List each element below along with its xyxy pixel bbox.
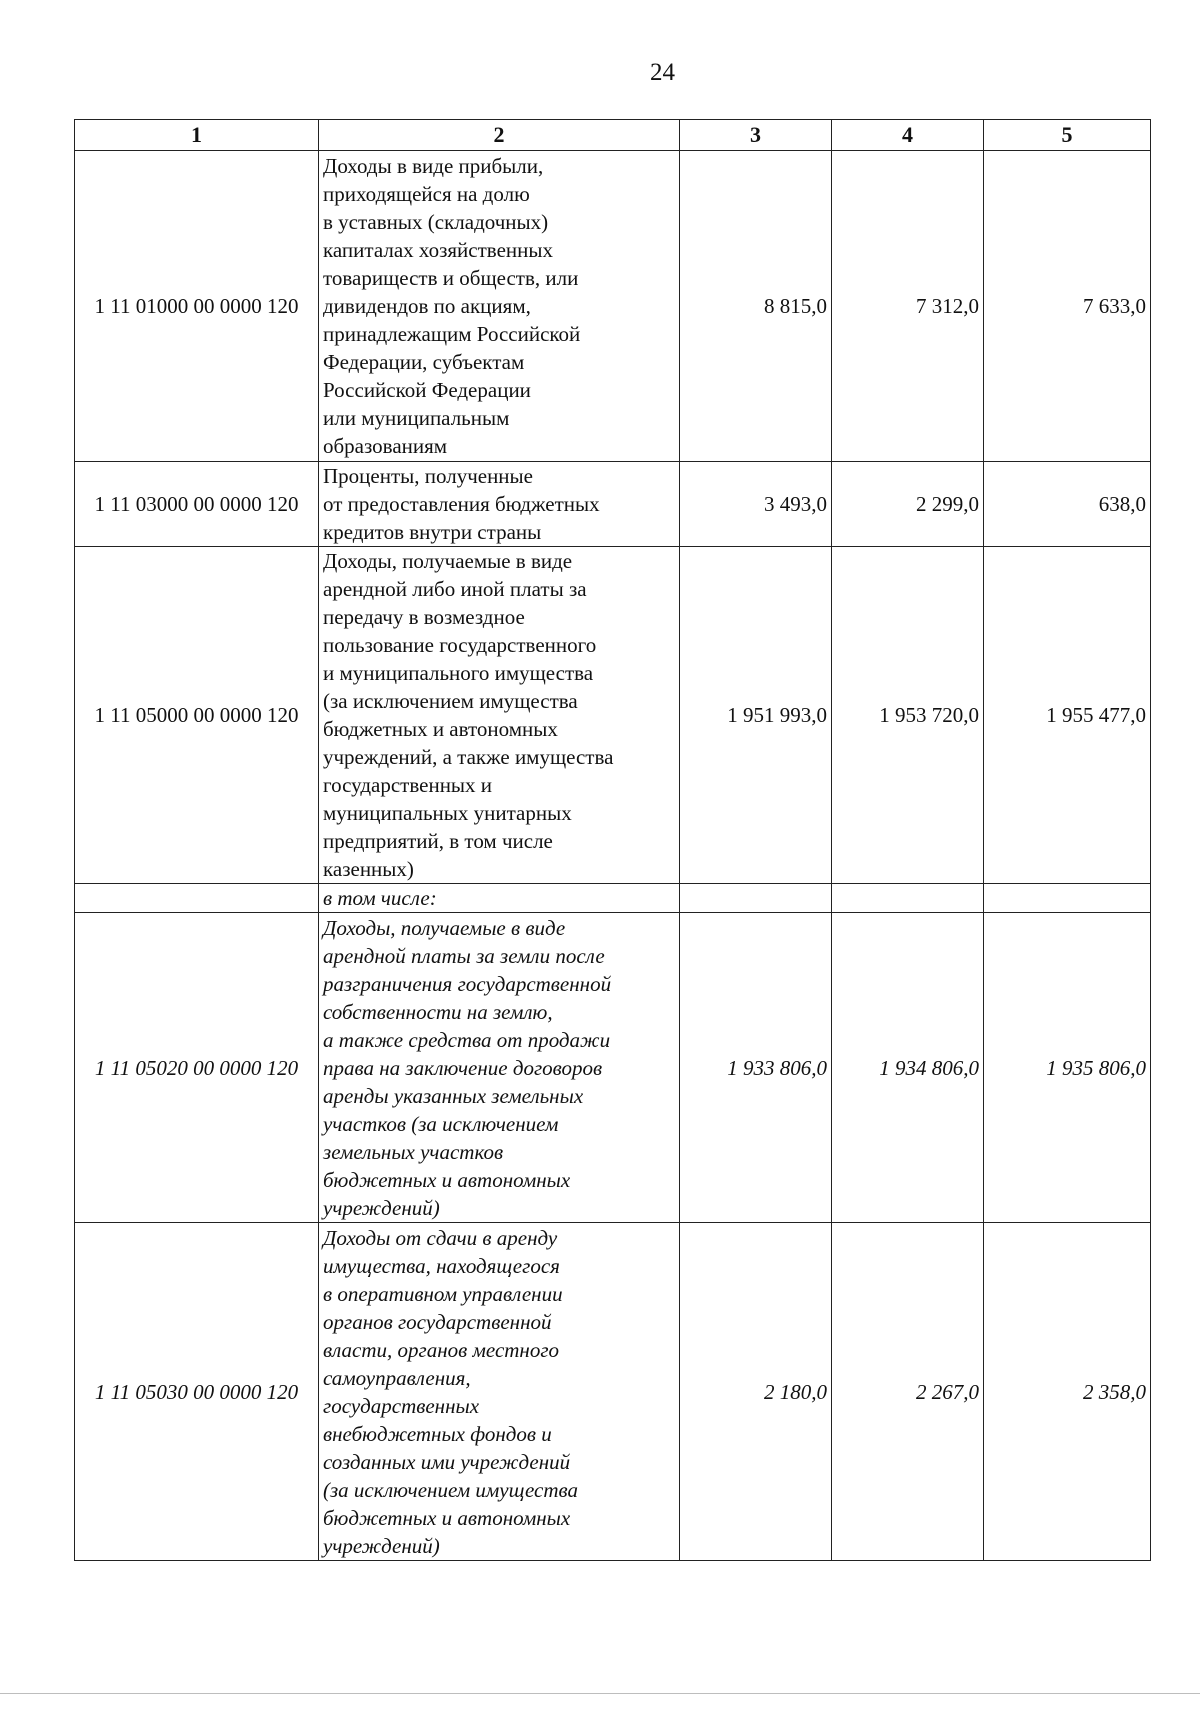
revenue-table [74, 119, 1151, 1561]
table-row [75, 462, 1151, 547]
table-header-row [75, 120, 1151, 151]
column-header: 3 [680, 120, 832, 151]
column-header: 1 [75, 120, 319, 151]
scan-edge-line [0, 1693, 1200, 1694]
amount-col3: 1 951 993,0 [680, 547, 832, 884]
amount-col3: 8 815,0 [680, 151, 832, 462]
table-row [75, 1223, 1151, 1561]
amount-col5: 7 633,0 [984, 151, 1151, 462]
table-row [75, 547, 1151, 884]
subheading-row [75, 884, 1151, 913]
amount-col5: 2 358,0 [984, 1223, 1151, 1561]
amount-col3: 3 493,0 [680, 462, 832, 547]
amount-col4: 2 299,0 [832, 462, 984, 547]
amount-col4: 1 953 720,0 [832, 547, 984, 884]
amount-col4: 7 312,0 [832, 151, 984, 462]
budget-code: 1 11 05030 00 0000 120 [75, 1223, 319, 1561]
amount-col5: 1 955 477,0 [984, 547, 1151, 884]
budget-code: 1 11 03000 00 0000 120 [75, 462, 319, 547]
column-header: 4 [832, 120, 984, 151]
column-header: 2 [319, 120, 680, 151]
table-row [75, 151, 1151, 462]
amount-col3: 2 180,0 [680, 1223, 832, 1561]
empty-cell [680, 884, 832, 913]
page-number: 24 [650, 59, 675, 86]
amount-col5: 1 935 806,0 [984, 913, 1151, 1223]
revenue-name: Доходы, получаемые в виде арендной либо иной платы за передачу в возмездное пользование государственного и муниципального имущества (за исключением имущества бюджетных и автономных учреждений, а также имущества государственных и муниципальных унитарных предприятий, в том числе казенных) [319, 547, 680, 884]
subheading-label: в том числе: [319, 884, 680, 913]
column-header: 5 [984, 120, 1151, 151]
budget-code: 1 11 01000 00 0000 120 [75, 151, 319, 462]
budget-code: 1 11 05000 00 0000 120 [75, 547, 319, 884]
amount-col4: 1 934 806,0 [832, 913, 984, 1223]
empty-cell [75, 884, 319, 913]
revenue-name: Доходы от сдачи в аренду имущества, находящегося в оперативном управлении органов государственной власти, органов местного самоуправления, государственных внебюджетных фондов и созданных ими учреждений (за исключением имущества бюджетных и автономных учреждений) [319, 1223, 680, 1561]
empty-cell [984, 884, 1151, 913]
empty-cell [832, 884, 984, 913]
amount-col4: 2 267,0 [832, 1223, 984, 1561]
revenue-name: Доходы, получаемые в виде арендной платы за земли после разграничения государственной собственности на землю, а также средства от продажи права на заключение договоров аренды указанных земельных участков (за исключением земельных участков бюджетных и автономных учреждений) [319, 913, 680, 1223]
revenue-name: Проценты, полученные от предоставления бюджетных кредитов внутри страны [319, 462, 680, 547]
revenue-name: Доходы в виде прибыли, приходящейся на долю в уставных (складочных) капиталах хозяйственных товариществ и обществ, или дивидендов по акциям, принадлежащим Российской Федерации, субъектам Российской Федерации или муниципальным образованиям [319, 151, 680, 462]
amount-col5: 638,0 [984, 462, 1151, 547]
amount-col3: 1 933 806,0 [680, 913, 832, 1223]
table-row [75, 913, 1151, 1223]
budget-code: 1 11 05020 00 0000 120 [75, 913, 319, 1223]
